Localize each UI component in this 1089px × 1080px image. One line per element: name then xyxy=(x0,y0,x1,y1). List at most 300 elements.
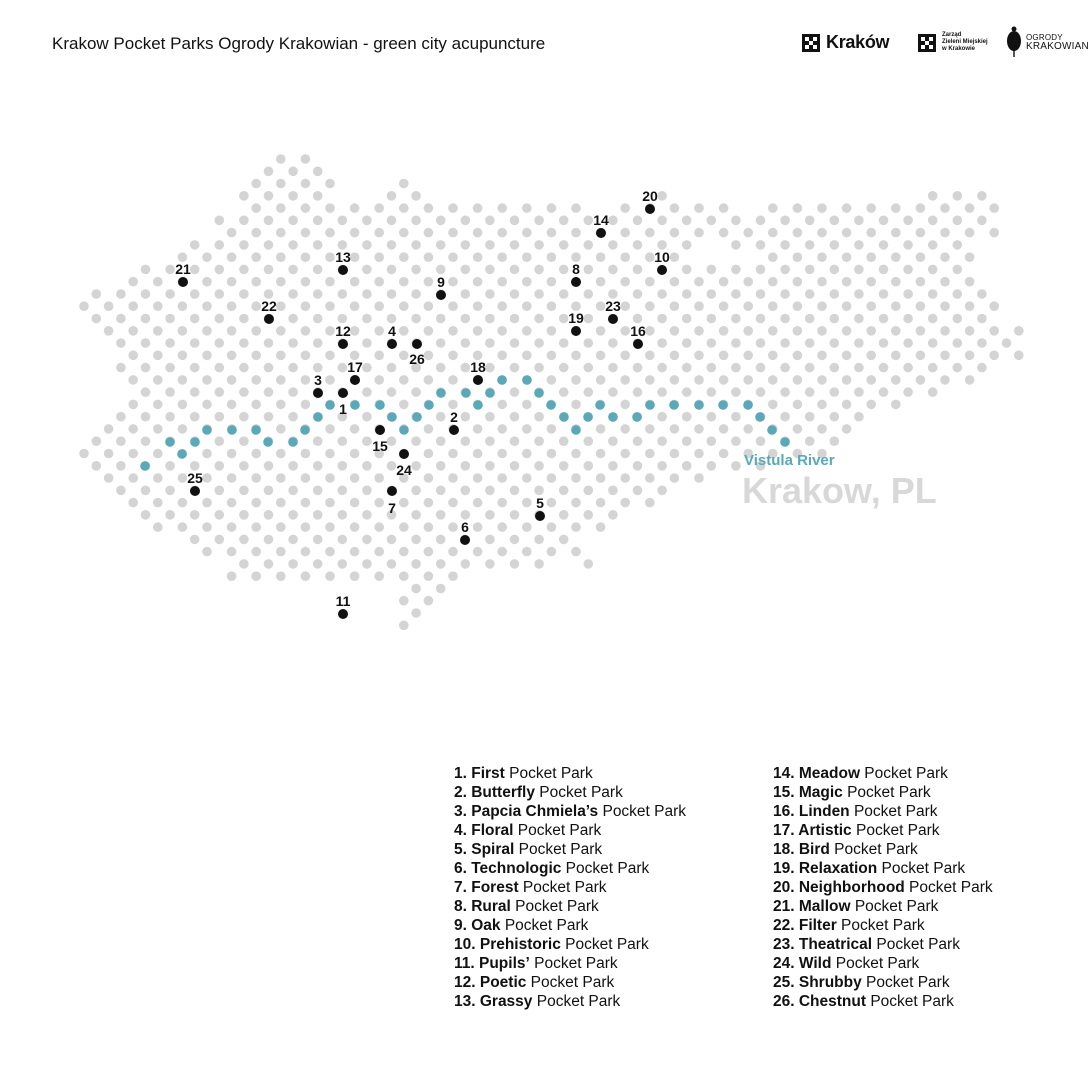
park-label-10: 10 xyxy=(654,249,670,265)
ogrody-line-2: KRAKOWIAN xyxy=(1026,41,1089,52)
legend-item-name: 22. Filter xyxy=(773,917,837,934)
park-marker-10[interactable] xyxy=(657,265,667,275)
grid-dot xyxy=(276,547,286,557)
river-dot xyxy=(534,388,544,398)
legend-item-suffix: Pocket Park xyxy=(849,803,938,820)
river-dot xyxy=(325,400,335,410)
grid-dot xyxy=(707,216,717,226)
legend-item-2 xyxy=(454,783,686,802)
grid-dot xyxy=(165,387,175,397)
zzm-line-2: Zieleni Miejskiej xyxy=(942,39,988,45)
river-dot xyxy=(424,400,434,410)
grid-dot xyxy=(202,277,212,287)
grid-dot xyxy=(387,216,397,226)
grid-dot xyxy=(79,301,89,311)
grid-dot xyxy=(190,387,200,397)
grid-dot xyxy=(596,252,606,262)
grid-dot xyxy=(633,363,643,373)
grid-dot xyxy=(805,338,815,348)
grid-dot xyxy=(891,375,901,385)
legend-item-suffix: Pocket Park xyxy=(877,860,966,877)
grid-dot xyxy=(903,289,913,299)
grid-dot xyxy=(128,473,138,483)
grid-dot xyxy=(620,228,630,238)
grid-dot xyxy=(879,216,889,226)
park-marker-19[interactable] xyxy=(571,326,581,336)
grid-dot xyxy=(141,338,151,348)
grid-dot xyxy=(362,535,372,545)
grid-dot xyxy=(854,314,864,324)
grid-dot xyxy=(1014,326,1024,336)
grid-dot xyxy=(805,289,815,299)
grid-dot xyxy=(805,387,815,397)
grid-dot xyxy=(694,375,704,385)
grid-dot xyxy=(682,338,692,348)
grid-dot xyxy=(559,338,569,348)
park-marker-12[interactable] xyxy=(338,339,348,349)
legend-item-24 xyxy=(773,954,993,973)
grid-dot xyxy=(756,314,766,324)
grid-dot xyxy=(338,216,348,226)
grid-dot xyxy=(301,400,311,410)
grid-dot xyxy=(780,289,790,299)
park-marker-26[interactable] xyxy=(412,339,422,349)
grid-dot xyxy=(338,486,348,496)
park-marker-5[interactable] xyxy=(535,511,545,521)
grid-dot xyxy=(608,240,618,250)
grid-dot xyxy=(461,486,471,496)
grid-dot xyxy=(473,547,483,557)
grid-dot xyxy=(485,338,495,348)
grid-dot xyxy=(313,486,323,496)
grid-dot xyxy=(374,375,384,385)
grid-dot xyxy=(473,301,483,311)
grid-dot xyxy=(953,289,963,299)
grid-dot xyxy=(891,277,901,287)
grid-dot xyxy=(411,191,421,201)
legend-item-suffix: Pocket Park xyxy=(514,841,603,858)
grid-dot xyxy=(374,522,384,532)
park-label-23: 23 xyxy=(605,298,621,314)
grid-dot xyxy=(682,289,692,299)
grid-dot xyxy=(657,338,667,348)
grid-dot xyxy=(793,252,803,262)
grid-dot xyxy=(707,412,717,422)
grid-dot xyxy=(682,265,692,275)
grid-dot xyxy=(424,596,434,606)
grid-dot xyxy=(387,535,397,545)
grid-dot xyxy=(743,351,753,361)
park-marker-16[interactable] xyxy=(633,339,643,349)
river-dot xyxy=(375,400,385,410)
legend-item-25 xyxy=(773,973,993,992)
grid-dot xyxy=(325,228,335,238)
grid-dot xyxy=(854,363,864,373)
grid-dot xyxy=(780,363,790,373)
grid-dot xyxy=(510,387,520,397)
grid-dot xyxy=(264,461,274,471)
grid-dot xyxy=(92,461,102,471)
grid-dot xyxy=(436,412,446,422)
grid-dot xyxy=(362,314,372,324)
grid-dot xyxy=(793,228,803,238)
park-label-18: 18 xyxy=(470,359,486,375)
grid-dot xyxy=(227,449,237,459)
grid-dot xyxy=(399,301,409,311)
grid-dot xyxy=(424,326,434,336)
grid-dot xyxy=(780,216,790,226)
park-marker-3[interactable] xyxy=(313,388,323,398)
grid-dot xyxy=(276,301,286,311)
grid-dot xyxy=(190,363,200,373)
grid-dot xyxy=(559,363,569,373)
grid-dot xyxy=(325,424,335,434)
grid-dot xyxy=(362,338,372,348)
grid-dot xyxy=(547,375,557,385)
grid-dot xyxy=(547,326,557,336)
grid-dot xyxy=(436,216,446,226)
grid-dot xyxy=(497,498,507,508)
grid-dot xyxy=(116,412,126,422)
grid-dot xyxy=(288,338,298,348)
park-marker-1[interactable] xyxy=(338,388,348,398)
park-marker-7[interactable] xyxy=(387,486,397,496)
grid-dot xyxy=(399,400,409,410)
grid-dot xyxy=(903,314,913,324)
grid-dot xyxy=(645,473,655,483)
grid-dot xyxy=(903,265,913,275)
grid-dot xyxy=(448,449,458,459)
park-marker-17[interactable] xyxy=(350,375,360,385)
grid-dot xyxy=(670,449,680,459)
grid-dot xyxy=(264,338,274,348)
grid-dot xyxy=(989,203,999,213)
grid-dot xyxy=(264,191,274,201)
grid-dot xyxy=(547,277,557,287)
grid-dot xyxy=(411,535,421,545)
legend-item-13 xyxy=(454,992,686,1011)
grid-dot xyxy=(288,486,298,496)
grid-dot xyxy=(387,240,397,250)
grid-dot xyxy=(325,179,335,189)
grid-dot xyxy=(768,351,778,361)
grid-dot xyxy=(485,559,495,569)
legend-item-1 xyxy=(454,764,686,783)
legend-item-suffix: Pocket Park xyxy=(518,879,607,896)
grid-dot xyxy=(276,424,286,434)
grid-dot xyxy=(793,277,803,287)
grid-dot xyxy=(128,277,138,287)
grid-dot xyxy=(338,535,348,545)
grid-dot xyxy=(670,473,680,483)
grid-dot xyxy=(350,301,360,311)
grid-dot xyxy=(510,240,520,250)
grid-dot xyxy=(559,535,569,545)
park-marker-4[interactable] xyxy=(387,339,397,349)
legend-item-name: 15. Magic xyxy=(773,784,843,801)
grid-dot xyxy=(165,265,175,275)
grid-dot xyxy=(338,559,348,569)
grid-dot xyxy=(633,314,643,324)
grid-dot xyxy=(953,265,963,275)
grid-dot xyxy=(682,363,692,373)
grid-dot xyxy=(239,461,249,471)
grid-dot xyxy=(313,167,323,177)
park-marker-15[interactable] xyxy=(375,425,385,435)
legend-item-suffix: Pocket Park xyxy=(851,822,940,839)
grid-dot xyxy=(411,436,421,446)
grid-dot xyxy=(190,412,200,422)
grid-dot xyxy=(424,252,434,262)
grid-dot xyxy=(461,363,471,373)
grid-dot xyxy=(128,424,138,434)
grid-dot xyxy=(547,301,557,311)
park-label-14: 14 xyxy=(593,212,609,228)
legend-item-suffix: Pocket Park xyxy=(850,898,939,915)
grid-dot xyxy=(682,240,692,250)
park-marker-25[interactable] xyxy=(190,486,200,496)
grid-dot xyxy=(928,387,938,397)
grid-dot xyxy=(227,547,237,557)
grid-dot xyxy=(301,203,311,213)
park-marker-20[interactable] xyxy=(645,204,655,214)
grid-dot xyxy=(596,424,606,434)
grid-dot xyxy=(313,510,323,520)
grid-dot xyxy=(903,240,913,250)
grid-dot xyxy=(805,436,815,446)
grid-dot xyxy=(928,191,938,201)
grid-dot xyxy=(424,277,434,287)
river-dot xyxy=(263,437,273,447)
grid-dot xyxy=(510,289,520,299)
grid-dot xyxy=(276,277,286,287)
grid-dot xyxy=(215,461,225,471)
park-marker-2[interactable] xyxy=(449,425,459,435)
park-marker-13[interactable] xyxy=(338,265,348,275)
grid-dot xyxy=(251,498,261,508)
grid-dot xyxy=(399,179,409,189)
legend-item-suffix: Pocket Park xyxy=(510,898,599,915)
park-label-13: 13 xyxy=(335,249,351,265)
park-marker-18[interactable] xyxy=(473,375,483,385)
park-label-24: 24 xyxy=(396,462,412,478)
grid-dot xyxy=(608,265,618,275)
grid-dot xyxy=(350,498,360,508)
grid-dot xyxy=(424,571,434,581)
grid-dot xyxy=(239,387,249,397)
krakow-logo-text: Kraków xyxy=(826,32,890,52)
grid-dot xyxy=(768,277,778,287)
park-marker-11[interactable] xyxy=(338,609,348,619)
grid-dot xyxy=(940,252,950,262)
grid-dot xyxy=(436,314,446,324)
grid-dot xyxy=(657,461,667,471)
legend-item-name: 5. Spiral xyxy=(454,841,515,858)
grid-dot xyxy=(338,461,348,471)
grid-dot xyxy=(239,240,249,250)
river-dot xyxy=(436,388,446,398)
grid-dot xyxy=(891,400,901,410)
grid-dot xyxy=(251,449,261,459)
grid-dot xyxy=(928,363,938,373)
grid-dot xyxy=(313,559,323,569)
grid-dot xyxy=(141,265,151,275)
park-marker-22[interactable] xyxy=(264,314,274,324)
grid-dot xyxy=(116,338,126,348)
grid-dot xyxy=(387,387,397,397)
grid-dot xyxy=(928,216,938,226)
grid-dot xyxy=(497,326,507,336)
grid-dot xyxy=(301,326,311,336)
legend-item-name: 20. Neighborhood xyxy=(773,879,905,896)
river-dot xyxy=(755,412,765,422)
grid-dot xyxy=(534,412,544,422)
grid-dot xyxy=(633,289,643,299)
park-marker-21[interactable] xyxy=(178,277,188,287)
grid-dot xyxy=(645,351,655,361)
zzm-line-1: Zarząd xyxy=(942,32,962,38)
grid-dot xyxy=(350,277,360,287)
grid-dot xyxy=(202,375,212,385)
grid-dot xyxy=(633,486,643,496)
grid-dot xyxy=(362,510,372,520)
grid-dot xyxy=(879,289,889,299)
grid-dot xyxy=(620,277,630,287)
grid-dot xyxy=(411,387,421,397)
grid-dot xyxy=(510,535,520,545)
grid-dot xyxy=(620,252,630,262)
grid-dot xyxy=(301,498,311,508)
park-marker-6[interactable] xyxy=(460,535,470,545)
grid-dot xyxy=(461,265,471,275)
grid-dot xyxy=(879,265,889,275)
park-marker-9[interactable] xyxy=(436,290,446,300)
grid-dot xyxy=(215,535,225,545)
park-label-16: 16 xyxy=(630,323,646,339)
grid-dot xyxy=(694,473,704,483)
grid-dot xyxy=(190,510,200,520)
grid-dot xyxy=(596,449,606,459)
grid-dot xyxy=(596,498,606,508)
grid-dot xyxy=(362,436,372,446)
grid-dot xyxy=(325,571,335,581)
park-label-15: 15 xyxy=(372,438,388,454)
park-marker-8[interactable] xyxy=(571,277,581,287)
river-dot xyxy=(743,400,753,410)
park-marker-23[interactable] xyxy=(608,314,618,324)
grid-dot xyxy=(264,265,274,275)
grid-dot xyxy=(239,191,249,201)
park-label-2: 2 xyxy=(450,409,458,425)
grid-dot xyxy=(694,449,704,459)
grid-dot xyxy=(817,277,827,287)
grid-dot xyxy=(239,535,249,545)
grid-dot xyxy=(251,228,261,238)
grid-dot xyxy=(215,314,225,324)
grid-dot xyxy=(387,559,397,569)
legend-item-5 xyxy=(454,840,686,859)
park-marker-24[interactable] xyxy=(399,449,409,459)
grid-dot xyxy=(116,436,126,446)
park-marker-14[interactable] xyxy=(596,228,606,238)
grid-dot xyxy=(251,277,261,287)
grid-dot xyxy=(670,228,680,238)
grid-dot xyxy=(411,584,421,594)
park-label-5: 5 xyxy=(536,495,544,511)
grid-dot xyxy=(768,400,778,410)
river-dot xyxy=(559,412,569,422)
grid-dot xyxy=(584,216,594,226)
park-label-19: 19 xyxy=(568,310,584,326)
grid-dot xyxy=(141,412,151,422)
grid-dot xyxy=(104,301,114,311)
grid-dot xyxy=(522,277,532,287)
legend-item-11 xyxy=(454,954,686,973)
grid-dot xyxy=(731,314,741,324)
grid-dot xyxy=(879,387,889,397)
grid-dot xyxy=(362,461,372,471)
grid-dot xyxy=(374,498,384,508)
grid-dot xyxy=(227,351,237,361)
grid-dot xyxy=(227,522,237,532)
grid-dot xyxy=(559,461,569,471)
grid-dot xyxy=(977,191,987,201)
grid-dot xyxy=(522,400,532,410)
river-dot xyxy=(767,425,777,435)
grid-dot xyxy=(670,424,680,434)
grid-dot xyxy=(178,326,188,336)
grid-dot xyxy=(596,375,606,385)
legend-item-12 xyxy=(454,973,686,992)
grid-dot xyxy=(411,265,421,275)
grid-dot xyxy=(215,338,225,348)
legend-item-3 xyxy=(454,802,686,821)
grid-dot xyxy=(743,424,753,434)
grid-dot xyxy=(793,203,803,213)
grid-dot xyxy=(276,473,286,483)
legend-item-name: 9. Oak xyxy=(454,917,501,934)
grid-dot xyxy=(805,216,815,226)
grid-dot xyxy=(768,228,778,238)
grid-dot xyxy=(350,522,360,532)
grid-dot xyxy=(362,387,372,397)
grid-dot xyxy=(276,203,286,213)
grid-dot xyxy=(805,363,815,373)
grid-dot xyxy=(227,326,237,336)
grid-dot xyxy=(1014,351,1024,361)
grid-dot xyxy=(719,228,729,238)
grid-dot xyxy=(276,228,286,238)
grid-dot xyxy=(374,252,384,262)
grid-dot xyxy=(313,461,323,471)
grid-dot xyxy=(215,510,225,520)
grid-dot xyxy=(461,240,471,250)
grid-dot xyxy=(473,473,483,483)
park-label-7: 7 xyxy=(388,500,396,516)
grid-dot xyxy=(534,436,544,446)
legend-item-suffix: Pocket Park xyxy=(560,936,649,953)
grid-dot xyxy=(473,498,483,508)
grid-dot xyxy=(374,571,384,581)
grid-dot xyxy=(227,252,237,262)
grid-dot xyxy=(239,265,249,275)
grid-dot xyxy=(916,375,926,385)
grid-dot xyxy=(288,363,298,373)
grid-dot xyxy=(227,473,237,483)
grid-dot xyxy=(276,522,286,532)
grid-dot xyxy=(940,375,950,385)
grid-dot xyxy=(497,203,507,213)
